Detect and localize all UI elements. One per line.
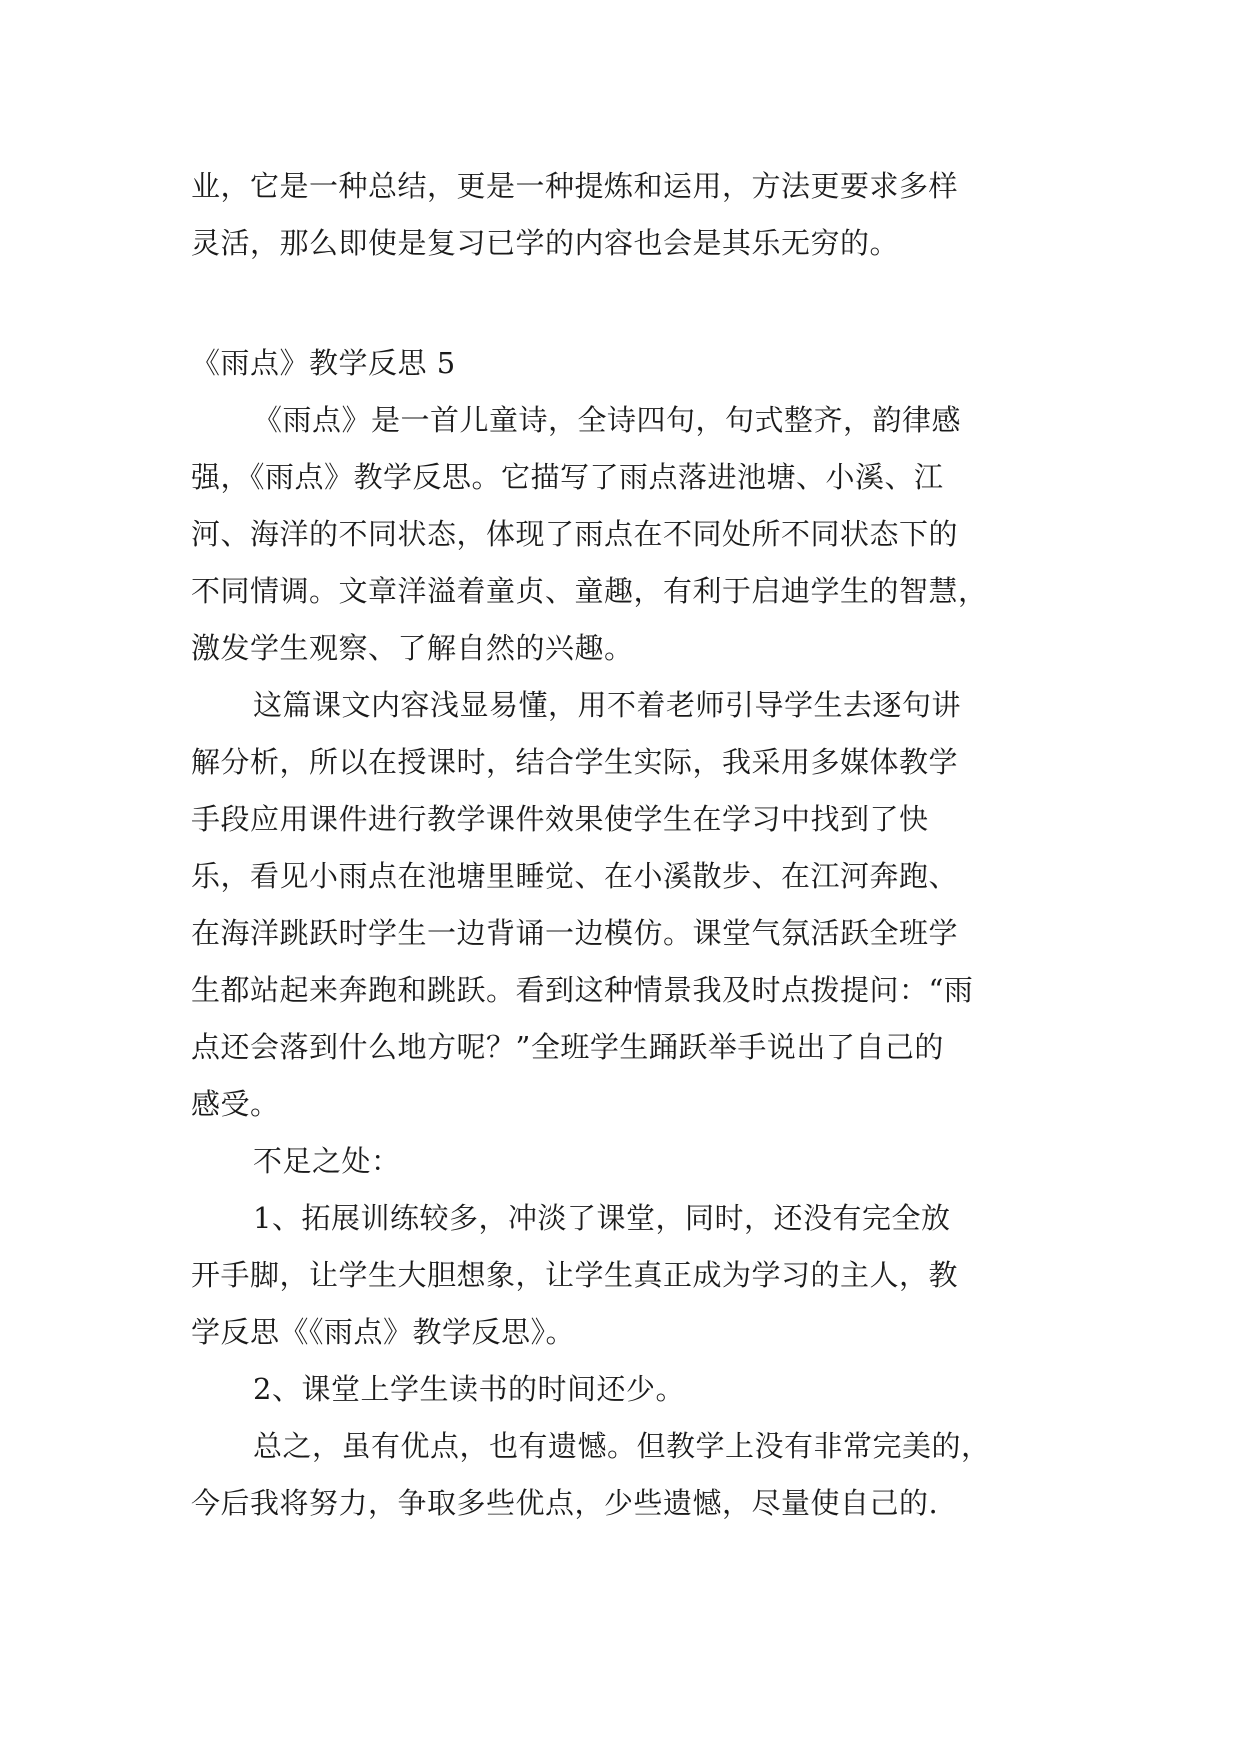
text-line: 河、海洋的不同状态，体现了雨点在不同处所不同状态下的 — [191, 517, 959, 551]
text-line: 这篇课文内容浅显易懂，用不着老师引导学生去逐句讲 — [253, 688, 962, 722]
text-line: 不同情调。文章洋溢着童贞、童趣，有利于启迪学生的智慧， — [191, 574, 988, 608]
text-line: 激发学生观察、了解自然的兴趣。 — [191, 631, 634, 665]
text-line: 开手脚，让学生大胆想象，让学生真正成为学习的主人，教 — [191, 1258, 959, 1292]
text-line: 在海洋跳跃时学生一边背诵一边模仿。课堂气氛活跃全班学 — [191, 916, 959, 950]
text-line: 强，《雨点》教学反思。它描写了雨点落进池塘、小溪、江 — [191, 460, 944, 494]
text-line: 学反思《《雨点》教学反思》。 — [191, 1315, 576, 1349]
text-line: 总之，虽有优点，也有遗憾。但教学上没有非常完美的， — [253, 1429, 991, 1463]
text-line: 解分析，所以在授课时，结合学生实际，我采用多媒体教学 — [191, 745, 959, 779]
text-line: 灵活，那么即使是复习已学的内容也会是其乐无穷的。 — [191, 226, 900, 260]
text-line: 2、课堂上学生读书的时间还少。 — [253, 1372, 685, 1406]
text-line: 不足之处： — [253, 1144, 401, 1178]
text-line: 手段应用课件进行教学课件效果使学生在学习中找到了快 — [191, 802, 929, 836]
text-line: 生都站起来奔跑和跳跃。看到这种情景我及时点拨提问：“雨 — [191, 973, 974, 1007]
text-line: 1、拓展训练较多，冲淡了课堂，同时，还没有完全放 — [253, 1201, 951, 1235]
text-line: 感受。 — [191, 1087, 280, 1121]
text-line: 乐，看见小雨点在池塘里睡觉、在小溪散步、在江河奔跑、 — [191, 859, 959, 893]
text-line: 业，它是一种总结，更是一种提炼和运用，方法更要求多样 — [191, 169, 959, 203]
text-line: 今后我将努力，争取多些优点，少些遗憾，尽量使自己的. — [191, 1486, 939, 1520]
text-line: 点还会落到什么地方呢？”全班学生踊跃举手说出了自己的 — [191, 1030, 944, 1064]
section-heading: 《雨点》教学反思 5 — [191, 346, 456, 380]
text-line: 《雨点》是一首儿童诗，全诗四句，句式整齐，韵律感 — [253, 403, 962, 437]
